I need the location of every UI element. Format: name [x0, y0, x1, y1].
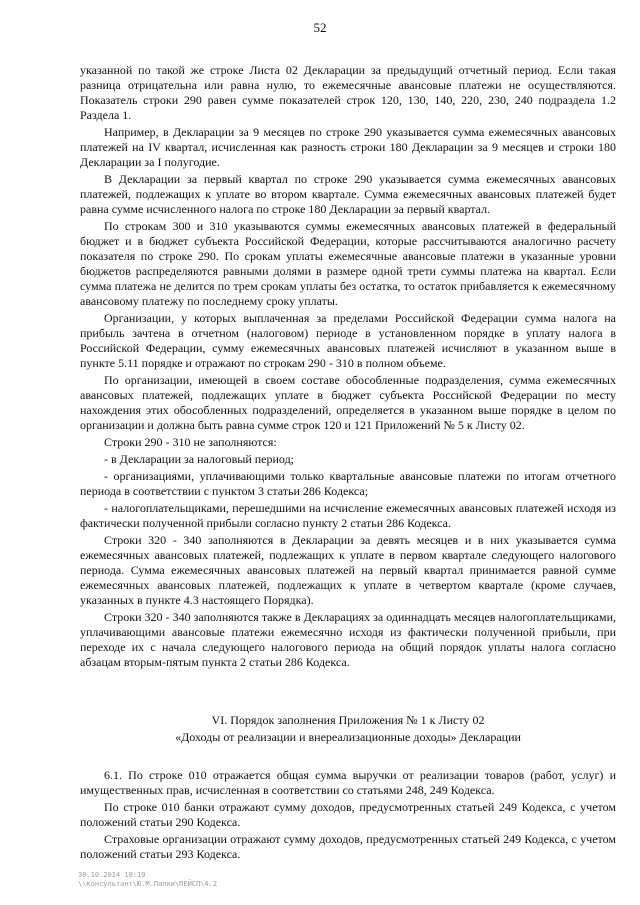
paragraph: Строки 290 - 310 не заполняются:	[104, 435, 277, 449]
footer-path: \\Консультант\Ю.М.Папки\ПЕЙСП\4.2	[78, 880, 218, 888]
footer-timestamp: 30.10.2014 10:19	[78, 871, 146, 879]
paragraph: В Декларации за первый квартал по строке 290 указывается сумма ежемесячных авансовых платежей, подлежащих к уплате во втором квартале. Сумма ежемесячных авансовых платежей будет равна сумме исчисленного налога по строке 180 Декларации за первый квартал.	[80, 172, 616, 216]
section-heading-line1: VI. Порядок заполнения Приложения № 1 к Листу 02	[211, 713, 485, 727]
document-footer-stamp	[78, 871, 217, 889]
paragraph: По строке 010 банки отражают сумму доходов, предусмотренных статьей 249 Кодекса, с учетом положений статьи 290 Кодекса.	[80, 800, 616, 829]
list-item: - в Декларации за налоговый период;	[104, 452, 295, 466]
paragraph: 6.1. По строке 010 отражается общая сумма выручки от реализации товаров (работ, услуг) и имущественных прав, исчисленная в соответствии со статьями 248, 249 Кодекса.	[80, 768, 616, 797]
page-number: 52	[313, 20, 327, 35]
list-item: - налогоплательщиками, перешедшими на исчисление ежемесячных авансовых платежей исходя из фактически полученной прибыли согласно пункту 2 статьи 286 Кодекса.	[80, 501, 616, 530]
paragraph: Строки 320 - 340 заполняются также в Декларациях за одиннадцать месяцев налогоплательщиками, уплачивающими авансовые платежи ежемесячно исходя из фактически полученной прибыли, при переходе их с начала следующего налогового периода на общий порядок уплаты налога согласно абзацам вторым-пятым пункта 2 статьи 286 Кодекса.	[80, 610, 616, 669]
paragraph: По организации, имеющей в своем составе обособленные подразделения, сумма ежемесячных авансовых платежей, подлежащих уплате в бюджет субъекта Российской Федерации по месту нахождения этих обособленных подразделений, определяется в указанном выше порядке в целом по организации и должна быть равна сумме строк 120 и 121 Приложений № 5 к Листу 02.	[80, 373, 616, 432]
section-heading	[80, 712, 616, 746]
paragraph: Организации, у которых выплаченная за пределами Российской Федерации сумма налога на прибыль зачтена в отчетном (налоговом) периоде в установленном порядке в уплату налога в Российской Федерации, сумму ежемесячных авансовых платежей исчисляют в указанном выше в пункте 5.11 порядке и отражают по строкам 290 - 310 в полном объеме.	[80, 311, 616, 370]
paragraph: Строки 320 - 340 заполняются в Декларации за девять месяцев и в них указывается сумма ежемесячных авансовых платежей, подлежащих к уплате в первом квартале следующего налогового периода. Сумма ежемесячных авансовых платежей на первый квартал принимается равной сумме ежемесячных авансовых платежей, подлежащих к уплате в четвертом квартале (кроме случаев, указанных в пункте 4.3 настоящего Порядка).	[80, 533, 616, 607]
document-body	[80, 63, 616, 864]
list-item: - организациями, уплачивающими только квартальные авансовые платежи по итогам отчетного периода в соответствии с пунктом 3 статьи 286 Кодекса;	[80, 469, 616, 498]
paragraph: По строкам 300 и 310 указываются суммы ежемесячных авансовых платежей в федеральный бюджет и в бюджет субъекта Российской Федерации, которые рассчитываются аналогично расчету показателя по строке 290. По срокам уплаты ежемесячные авансовые платежи в указанные уровни бюджетов распределяются равными долями в размере одной трети суммы платежа на квартал. Если сумма платежа не делится по трем срокам уплаты без остатка, то остаток прибавляется к ежемесячному авансовому платежу по последнему сроку уплаты.	[80, 219, 616, 308]
section-heading-line2: «Доходы от реализации и внереализационные доходы» Декларации	[175, 730, 521, 744]
paragraph: Страховые организации отражают сумму доходов, предусмотренных статьей 249 Кодекса, с учетом положений статьи 293 Кодекса.	[80, 832, 616, 861]
paragraph: Например, в Декларации за 9 месяцев по строке 290 указывается сумма ежемесячных авансовых платежей на IV квартал, исчисленная как разность строки 180 Декларации за 9 месяцев и строки 180 Декларации за I полугодие.	[80, 125, 616, 169]
paragraph: указанной по такой же строке Листа 02 Декларации за предыдущий отчетный период. Если такая разница отрицательна или равна нулю, то ежемесячные авансовые платежи не осуществляются. Показатель строки 290 равен сумме показателей строк 120, 130, 140, 220, 230, 240 подраздела 1.2 Раздела 1.	[80, 63, 616, 122]
